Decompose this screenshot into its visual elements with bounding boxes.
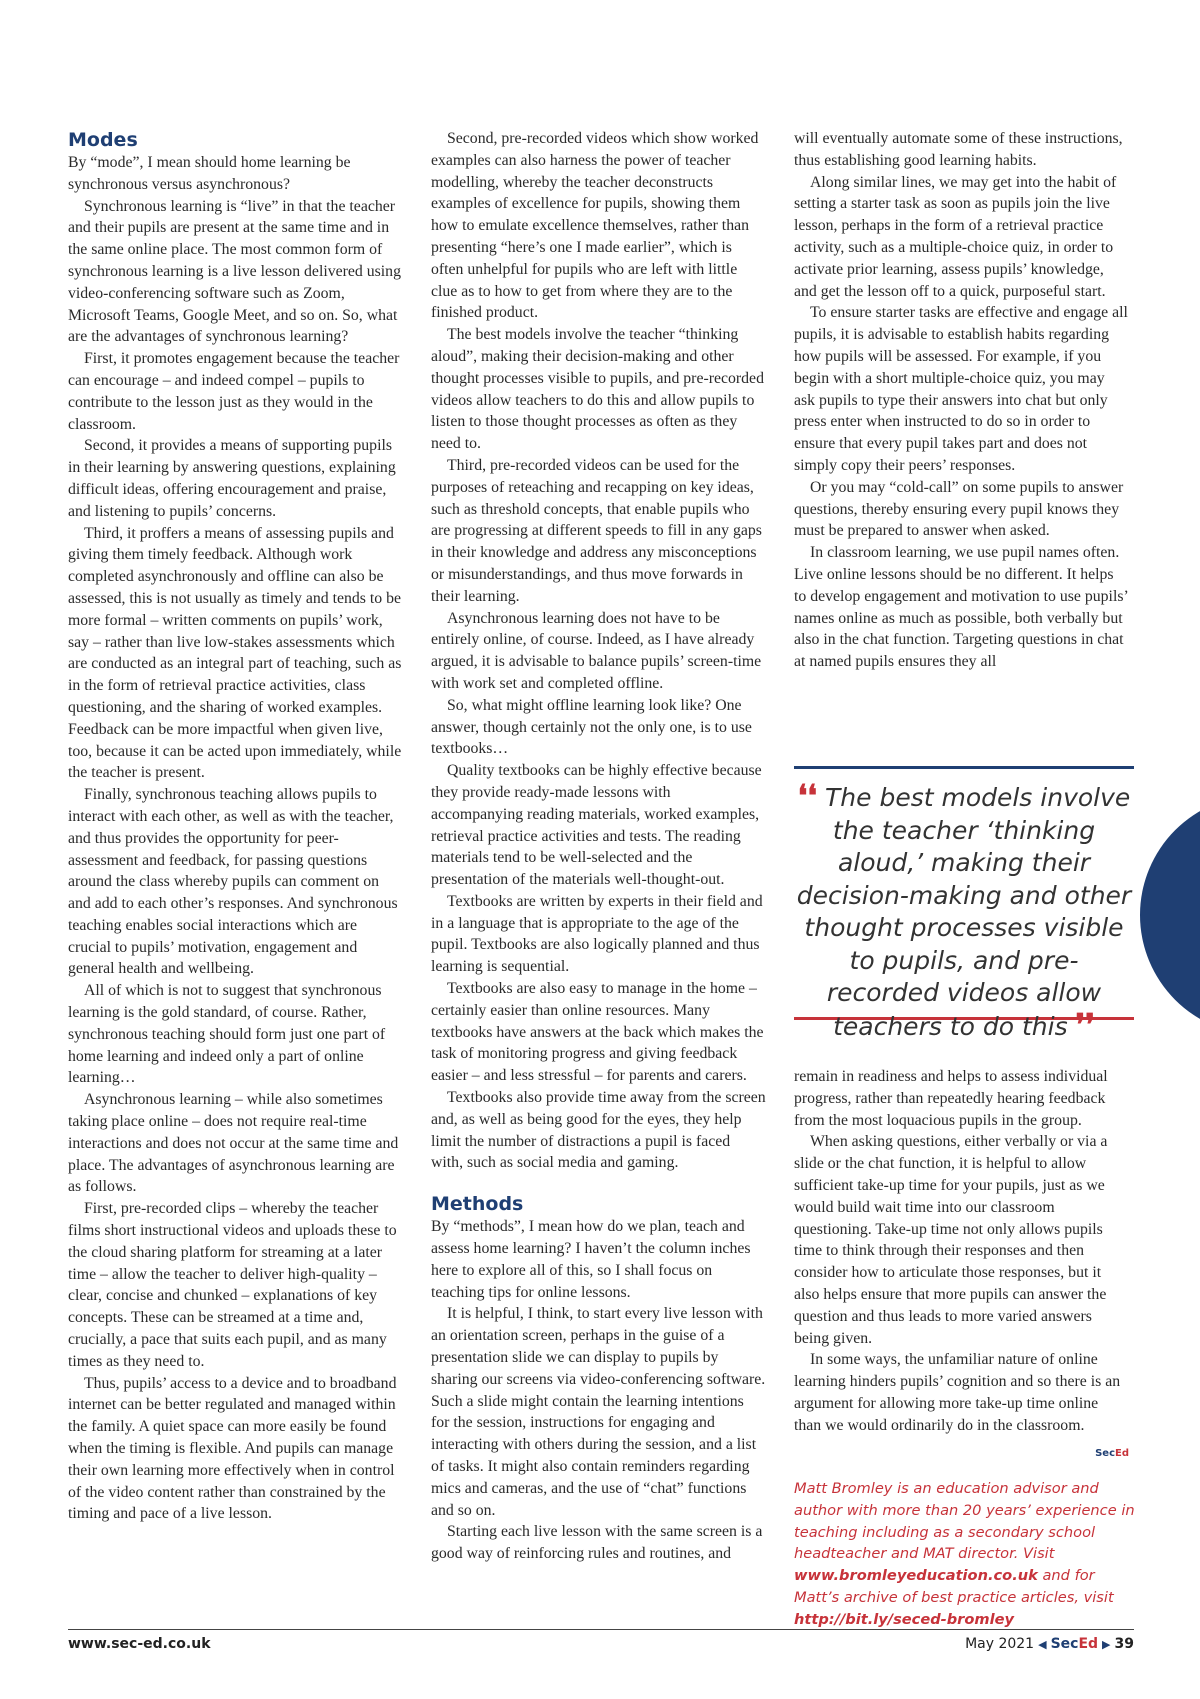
column-3-continued <box>794 1066 1129 1464</box>
paragraph: Third, pre-recorded videos can be used for the purposes of reteaching and recapping on key ideas, such as threshold concepts, that enable pupils who are progressing at different speeds to fill in any gaps in their knowledge and address any misconceptions or misunderstandings, and thus move forwards in their learning. <box>431 456 762 605</box>
paragraph: To ensure starter tasks are effective and engage all pupils, it is advisable to establish habits regarding how pupils will be assessed. For example, if you begin with a short multiple-choice quiz, you may ask pupils to type their answers into chat but only press enter when instructed to do so in order to ensure that every pupil takes part and does not simply copy their peers’ responses. <box>794 304 1128 474</box>
paragraph: Starting each live lesson with the same screen is a good way of reinforcing rules and routines, and <box>431 1523 763 1563</box>
paragraph: Synchronous learning is “live” in that the teacher and their pupils are present at the same time and in the same online place. The most common form of synchronous learning is a live lesson delivered using video-conferencing software such as Zoom, Microsoft Teams, Google Meet, and so on. So, what are the advantages of synchronous learning? <box>68 197 401 346</box>
page-number: 39 <box>1114 1636 1134 1652</box>
footer-url[interactable]: www.sec-ed.co.uk <box>68 1636 211 1652</box>
paragraph: Second, it provides a means of supporting pupils in their learning by answering questions, explaining difficult ideas, offering encouragement and praise, and listening to pupils’ concerns. <box>68 437 396 520</box>
close-quote-icon: ❜❜ <box>1075 1007 1095 1043</box>
paragraph: When asking questions, either verbally or via a slide or the chat function, it is helpful to allow sufficient take-up time for your pupils, just as we would build wait time into our classroom questioning. Take-up time not only allows pupils time to think through their responses and then consider how to articulate those responses, but it also helps ensure that more pupils can answer the question and thus leads to more varied answers being given. <box>794 1133 1108 1347</box>
heading-methods: Methods <box>431 1193 524 1216</box>
paragraph: Thus, pupils’ access to a device and to broadband internet can be better regulated and managed within the family. A quiet space can more easily be found when the timing is flexible. And pupils can manage their own learning more effectively when in control of the video content rather than constrained by the timing and pace of a live lesson. <box>68 1374 397 1523</box>
paragraph: Finally, synchronous teaching allows pupils to interact with each other, as well as with the teacher, and thus provides the opportunity for peer-assessment and feedback, for passing questions around the class whereby pupils can comment on and add to each other’s responses. And synchronous teaching enables social interactions which are crucial to pupils’ motivation, engagement and general health and wellbeing. <box>68 786 398 978</box>
paragraph: The best models involve the teacher “thinking aloud”, making their decision-making and other thought processes visible to pupils, and pre-recorded videos allow teachers to do this and allow pupils to listen to those thought processes as often as they need to. <box>431 326 764 453</box>
footer-divider <box>68 1629 1134 1630</box>
footer-brand: SecEd <box>1050 1636 1099 1652</box>
footer-page-info <box>965 1636 1134 1652</box>
paragraph: First, pre-recorded clips – whereby the teacher films short instructional videos and uploads these to the cloud sharing platform for streaming at a later time – allow the teacher to deliver high-quality – clear, concise and chunked – explanations of key concepts. These can be streamed at a time and, crucially, a pace that suits each pupil, and as many times as they need to. <box>68 1200 397 1370</box>
paragraph: Asynchronous learning – while also sometimes taking place online – does not require real-time interactions and does not occur at the same time and place. The advantages of asynchronous learning are as follows. <box>68 1091 399 1196</box>
decorative-circle <box>1140 795 1200 1035</box>
paragraph: Second, pre-recorded videos which show worked examples can also harness the power of teacher modelling, whereby the teacher deconstructs examples of excellence for pupils, showing them how to emulate excellence themselves, rather than presenting “here’s one I made earlier”, which is often unhelpful for pupils who are left with little clue as to how to get from where they are to the finished product. <box>431 130 759 322</box>
footer-date: May 2021 <box>965 1636 1035 1652</box>
pull-quote-text: The best models involve the teacher ‘thinking aloud,’ making their decision-making and other thought processes visible to pupils, and pre-recorded videos allow teachers to do this <box>796 783 1132 1041</box>
paragraph: Quality textbooks can be highly effective because they provide ready-made lessons with accompanying reading materials, worked examples, retrieval practice activities and tests. The reading materials tend to be well-selected and the presentation of the materials well-thought-out. <box>431 762 762 889</box>
paragraph: Third, it proffers a means of assessing pupils and giving them timely feedback. Although work completed asynchronously and offline can also be assessed, this is not usually as timely and tends to be more formal – written comments on pupils’ work, say – rather than live low-stakes assessments which are conducted as an integral part of teaching, such as in the form of retrieval practice activities, class questioning, and the sharing of worked examples. Feedback can be more impactful when given live, too, because it can be acted upon immediately, while the teacher is present. <box>68 524 402 782</box>
paragraph: Along similar lines, we may get into the habit of setting a starter task as soon as pupils join the live lesson, perhaps in the form of a retrieval practice activity, such as a multiple-choice quiz, in order to activate prior learning, assess pupils’ knowledge, and get the lesson off to a quick, purposeful start. <box>794 173 1117 300</box>
paragraph: Textbooks are written by experts in their field and in a language that is appropriate to the age of the pupil. Textbooks are also logically planned and thus learning is sequential. <box>431 892 763 976</box>
pull-quote <box>794 766 1134 1043</box>
bio-link-archive[interactable]: http://bit.ly/seced-bromley <box>794 1610 1015 1628</box>
column-3 <box>794 128 1129 673</box>
paragraph: In some ways, the unfamiliar nature of online learning hinders pupils’ cognition and so there is an argument for allowing more take-up time online than we would ordinarily do in the classroom. <box>794 1351 1121 1434</box>
triangle-left-icon: ◀ <box>1038 1637 1047 1651</box>
paragraph: First, it promotes engagement because the teacher can encourage – and indeed compel – pupils to contribute to the lesson just as they would in the classroom. <box>68 350 400 433</box>
paragraph: Textbooks are also easy to manage in the home – certainly easier than online resources. Many textbooks have answers at the back which makes the task of monitoring progress and giving feedback easier – and less stressful – for parents and carers. <box>431 980 764 1085</box>
paragraph: All of which is not to suggest that synchronous learning is the gold standard, of course. Rather, synchronous teaching should form just one part of home learning and indeed only a part of online learning… <box>68 982 386 1087</box>
paragraph: By “methods”, I mean how do we plan, teach and assess home learning? I haven’t the column inches here to explore all of this, so I shall focus on teaching tips for online lessons. <box>431 1218 751 1301</box>
paragraph: remain in readiness and helps to assess individual progress, rather than repeatedly hearing feedback from the most loquacious pupils in the group. <box>794 1068 1108 1129</box>
paragraph: So, what might offline learning look like? One answer, though certainly not the only one, is to use textbooks… <box>431 696 752 758</box>
paragraph: Textbooks also provide time away from the screen and, as well as being good for the eyes, they help limit the number of distractions a pupil is faced with, such as social media and gaming. <box>431 1089 766 1172</box>
paragraph: By “mode”, I mean should home learning be synchronous versus asynchronous? <box>68 154 351 193</box>
bio-link-website[interactable]: www.bromleyeducation.co.uk <box>794 1567 1038 1585</box>
paragraph: In classroom learning, we use pupil names often. Live online lessons should be no different. It helps to develop engagement and motivation to use pupils’ names online as much as possible, both verbally but also in the chat function. Targeting questions in chat at named pupils ensures they all <box>794 544 1128 671</box>
triangle-right-icon: ▶ <box>1102 1637 1111 1651</box>
end-mark-logo: SecEd <box>1095 1447 1129 1459</box>
paragraph: It is helpful, I think, to start every live lesson with an orientation screen, perhaps in the guise of a presentation slide we can display to pupils by sharing our screens via video-conferencing software. Such a slide might contain the learning intentions for the session, instructions for engaging and interacting with others during the session, and a list of tasks. It might also contain reminders regarding mics and cameras, and the use of “chat” functions and so on. <box>431 1305 766 1519</box>
column-2 <box>431 128 766 1565</box>
paragraph: Or you may “cold-call” on some pupils to answer questions, thereby ensuring every pupil knows they must be prepared to answer when asked. <box>794 478 1124 540</box>
heading-modes: Modes <box>68 129 138 151</box>
author-bio: Matt Bromley is an education advisor and author with more than 20 years’ experience in teaching including as a secondary school headteacher and MAT director. Visit www.bromleyeducation.co.uk and for Matt’s archive of best practice articles, visit http://bit.ly/seced-bromley <box>794 1480 1135 1628</box>
paragraph: Asynchronous learning does not have to be entirely online, of course. Indeed, as I have already argued, it is advisable to balance pupils’ screen-time with work set and completed offline. <box>431 609 762 692</box>
open-quote-icon: ❛❛ <box>797 779 818 814</box>
column-1 <box>68 128 403 1525</box>
paragraph: will eventually automate some of these instructions, thus establishing good learning habits. <box>794 130 1123 169</box>
